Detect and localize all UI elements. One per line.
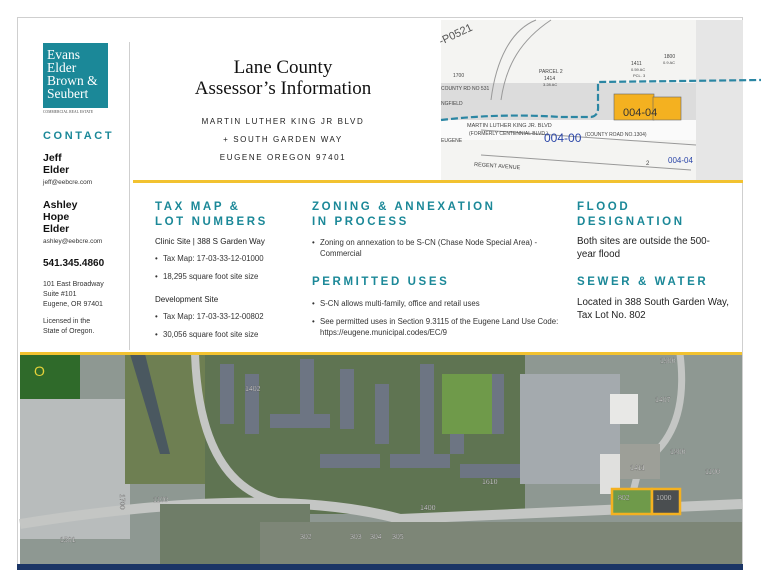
tax-map-image [437, 20, 743, 180]
map-label: REGENT AVENUE [473, 162, 521, 172]
agent-email[interactable]: jeff@eebcre.com [43, 179, 93, 186]
list-item: • Zoning on annexation to be S-CN (Chase Node Special Area) - Commercial [312, 237, 557, 259]
company-logo [43, 43, 108, 108]
agent-last-name: Elder [43, 164, 70, 176]
parcel-label: 1700 [118, 494, 125, 510]
agent-ashley [43, 199, 102, 245]
license-note [43, 317, 94, 337]
clinic-site-title: Clinic Site | 388 S Garden Way [155, 237, 265, 246]
parcel-label: 1402 [245, 386, 261, 393]
map-label: 004-00 [544, 131, 582, 145]
title-line: Assessor’s Information [194, 78, 372, 99]
parcel-label: 302 [300, 534, 312, 541]
clinic-site [155, 237, 305, 289]
map-label: 0.9 AC [663, 60, 676, 65]
map-label: 2 [646, 161, 650, 167]
map-label: MARTIN LUTHER KING JR. BLVD [467, 123, 552, 129]
map-label: COUNTY RD NO 531 [441, 86, 490, 92]
logo-text: Elder [47, 60, 77, 75]
list-item: • Tax Map: 17-03-33-12-01000 [155, 253, 305, 264]
address-line: 101 East Broadway [43, 281, 104, 288]
parcel-label: 304 [370, 534, 382, 541]
address-line: + SOUTH GARDEN WAY [223, 135, 343, 144]
license-line: Licensed in the [43, 318, 91, 325]
title-line: Lane County [233, 57, 333, 78]
map-label: -P0521 [437, 21, 475, 48]
svg-text:O: O [34, 363, 45, 379]
map-label: NGFIELD [441, 101, 463, 107]
heading-line: IN PROCESS [312, 216, 409, 228]
gold-divider [20, 352, 742, 355]
list-item: • 30,056 square foot site size [155, 329, 305, 340]
parcel-label: 1407 [655, 397, 671, 404]
heading-line: DESIGNATION [577, 216, 685, 228]
aerial-photo [20, 354, 742, 564]
list-item: • S-CN allows multi-family, office and retail uses [312, 298, 562, 309]
agent-jeff [43, 152, 92, 186]
map-label: 1700 [453, 73, 465, 79]
map-label: 3.28 AC [543, 82, 558, 87]
map-label: 1800 [664, 54, 676, 60]
map-label: PCL. 3 [633, 73, 646, 78]
parcel-label: 1400 [420, 505, 436, 512]
agent-middle-name: Hope [43, 211, 70, 223]
tax-map-heading [155, 200, 268, 230]
flood-text: Both sites are outside the 500-year flood [577, 236, 710, 260]
highlight-parcel-label: 004-04 [623, 107, 658, 119]
parcel-label: 1501 [60, 537, 76, 544]
flood-heading [577, 200, 685, 230]
license-line: State of Oregon. [43, 328, 95, 335]
parcel-label: 1800 [670, 449, 686, 456]
parcel-label: 1000 [656, 495, 672, 502]
zoning-list [312, 237, 557, 266]
map-label: (FORMERLY CENTENNIAL BLVD.) [469, 131, 548, 137]
office-address [43, 280, 104, 310]
development-site-title: Development Site [155, 295, 219, 304]
sewer-text: Located in 388 South Garden Way, Tax Lot No. 802 [577, 297, 729, 321]
property-address [150, 113, 416, 167]
list-item: • Tax Map: 17-03-33-12-00802 [155, 311, 305, 322]
map-label: PARCEL 2 [539, 69, 563, 75]
heading-line: FLOOD [577, 201, 631, 213]
agent-first-name: Jeff [43, 152, 62, 164]
parcel-label: 1100 [705, 469, 721, 476]
address-line: MARTIN LUTHER KING JR BLVD [201, 117, 365, 126]
address-line: Suite #101 [43, 291, 77, 298]
permitted-uses-list [312, 298, 562, 345]
contact-heading: CONTACT [43, 130, 115, 142]
agent-first-name: Ashley [43, 199, 78, 211]
footer-bar [17, 564, 743, 570]
phone-number[interactable]: 541.345.4860 [43, 258, 105, 269]
vertical-divider [129, 42, 130, 350]
parcel-label: 305 [392, 534, 404, 541]
address-line: Eugene, OR 97401 [43, 301, 103, 308]
map-label: 0.59 AC [631, 67, 646, 72]
parcel-label: 1411 [630, 465, 646, 472]
list-item: • See permitted uses in Section 9.3115 of the Eugene Land Use Code: https://eugene.municipal.codes/EC/9 [312, 316, 562, 338]
map-label: 004-04 [668, 156, 693, 165]
heading-line: ZONING & ANNEXATION [312, 201, 496, 213]
permitted-uses-heading: PERMITTED USES [312, 276, 450, 288]
map-label: EUGENE [441, 138, 463, 144]
map-label: 1414 [544, 76, 556, 82]
development-site [155, 295, 305, 347]
map-label: (COUNTY ROAD NO.1304) [585, 132, 647, 138]
list-item: • 18,295 square foot site size [155, 271, 305, 282]
parcel-label: 1900 [660, 358, 676, 365]
sewer-heading: SEWER & WATER [577, 276, 709, 288]
gold-divider [133, 180, 743, 183]
parcel-label: 303 [350, 534, 362, 541]
agent-email[interactable]: ashley@eebcre.com [43, 238, 103, 245]
logo-text: Seubert [47, 86, 89, 101]
parcel-label: 802 [618, 495, 630, 502]
parcel-label: 1100 [153, 497, 169, 504]
logo-tagline: COMMERCIAL REAL ESTATE [43, 110, 94, 114]
heading-line: TAX MAP & [155, 201, 241, 213]
agent-last-name: Elder [43, 223, 70, 235]
logo-text: Evans [47, 47, 80, 62]
logo-text: Brown & [47, 73, 98, 88]
heading-line: LOT NUMBERS [155, 216, 268, 228]
zoning-heading [312, 200, 496, 230]
address-line: EUGENE OREGON 97401 [219, 153, 347, 162]
page-title [150, 57, 416, 99]
parcel-label: 1610 [482, 479, 498, 486]
map-label: 1411 [631, 61, 642, 67]
